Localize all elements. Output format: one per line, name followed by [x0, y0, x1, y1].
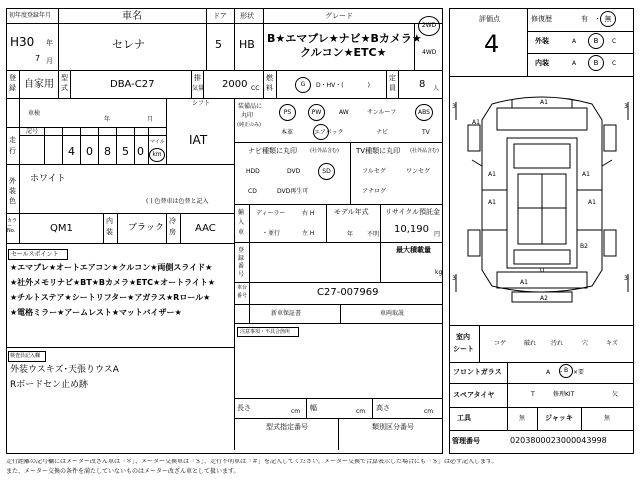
mgmt-value: 0203800023000043998	[510, 436, 607, 445]
max-load-label: 最大積載量	[396, 246, 431, 254]
ext-c: C	[612, 38, 617, 45]
mileage-digit: 0	[86, 145, 93, 158]
tools-label: 工具	[457, 414, 471, 422]
diagram-mark: 3	[452, 275, 456, 282]
spare-kit: 修理KIT	[553, 391, 575, 398]
diag-b2: B2	[580, 243, 588, 250]
equip-label-2: 丸印	[241, 112, 254, 119]
usage-value: 自家用	[24, 79, 54, 90]
seat-item: 穴	[582, 340, 589, 347]
ext-a: A	[572, 38, 577, 45]
tools-value: 無	[519, 415, 526, 422]
int-b-circle	[588, 55, 604, 71]
mileage-digit: 5	[122, 145, 129, 158]
color-no-value: QM1	[50, 223, 73, 234]
fuel-label-2: 料	[266, 84, 273, 92]
import-dealer: ディーラー	[256, 210, 286, 217]
seat-item: 破れ	[524, 340, 537, 347]
abs-circle	[415, 104, 433, 121]
grade-label: グレード	[325, 12, 353, 20]
diag-a1: A1	[588, 199, 596, 206]
chassis-value: C27-007969	[317, 287, 379, 298]
import-parallel: ・並行	[262, 230, 281, 237]
cap-label-2: 員	[389, 84, 396, 92]
shift-value: IAT	[189, 133, 208, 147]
tv-title-note: (社外品含む)	[410, 148, 439, 154]
doors-value: 5	[215, 38, 222, 51]
equip-leather: 本革	[281, 129, 294, 136]
glass-b: B	[563, 367, 569, 374]
diag-a1: A1	[488, 171, 496, 178]
equip-ps: PS	[283, 108, 292, 116]
year-unit: 年	[46, 39, 53, 47]
km-circle	[149, 148, 165, 162]
ac-value: AAC	[195, 223, 216, 234]
repair-yes: 有	[581, 15, 588, 23]
diag-a1: A1	[582, 171, 590, 178]
color-value: ホワイト	[30, 174, 66, 184]
warranty-manual: 車両取説	[380, 310, 405, 317]
glass-dot: ・	[558, 369, 565, 376]
chassis-label-2: 番号	[237, 293, 248, 299]
fuel-g: G	[300, 81, 306, 88]
inspector-line: Rボードセン止め跡	[10, 380, 88, 390]
diag-u: U	[540, 267, 545, 274]
model-year-label: モデル年式	[334, 208, 369, 216]
reg-no-label-3: 番	[238, 263, 245, 270]
color-change-note: ( ) 色替車は色替と記入	[146, 198, 209, 205]
inspector-line: 外装ウスキズ･天張りウスA	[10, 365, 119, 375]
person-unit: 人	[433, 85, 440, 92]
recycle-value: 10,190	[394, 224, 429, 235]
int-c: C	[612, 60, 617, 67]
mgmt-label: 管理番号	[452, 437, 480, 445]
navi-cd: CD	[248, 188, 257, 195]
reg-no-label-1: 登	[238, 247, 245, 254]
inspection-month: 月	[147, 116, 154, 123]
repair-label: 修復歴	[531, 15, 552, 23]
reg-month: 7	[35, 54, 41, 63]
reg-no-label-2: 録	[238, 255, 245, 262]
seat-item: キズ	[606, 340, 618, 347]
equip-navi: ナビ	[376, 129, 389, 136]
drive-2wd: 2WD	[421, 22, 437, 29]
tv-fullseg: フルセグ	[362, 168, 386, 175]
color-label-1: 外	[9, 177, 16, 185]
ext-b-circle	[588, 33, 604, 49]
dim-length-unit: cm	[291, 408, 301, 415]
seat-label-1: 室内	[456, 333, 470, 341]
import-right: 右 H	[302, 210, 315, 217]
navi-dvd: DVD	[287, 168, 301, 175]
recycle-label: リサイクル預託金	[385, 208, 441, 216]
glass-x: ×要	[573, 369, 585, 376]
mileage-digit: 4	[68, 145, 75, 158]
interior-value: ブラック	[128, 223, 164, 233]
jack-label: ジャッキ	[545, 414, 573, 422]
diag-a1: A1	[540, 99, 548, 106]
grade-score-value: 4	[484, 30, 500, 58]
dim-length-label: 長さ	[237, 404, 251, 412]
mileage-label-2: 行	[9, 147, 16, 155]
model-year-unknown: 不明	[367, 231, 380, 238]
class-no-label: 類別区分番号	[372, 423, 414, 431]
shift-label: シフト	[192, 100, 211, 107]
equip-airbag: エアバック	[314, 129, 344, 136]
footer-line-1: 走行距離の記号欄にはメーター改ざん車は「＊」、メーター交換車は「＄」、走行不明車は「＃」を記入してください。メーター交換で合算表示した場合にも「＄」は必ず記入します。	[6, 459, 498, 465]
mileage-label-1: 走	[9, 136, 16, 144]
type-label-2: 式	[61, 84, 68, 92]
seat-item: コゲ	[494, 340, 507, 347]
interior-label-1: 内	[106, 217, 113, 225]
drive-4wd: 4WD	[422, 49, 437, 56]
int-a: A	[572, 60, 577, 67]
mileage-digit: 8	[104, 145, 111, 158]
seat-item: 汚れ	[551, 340, 564, 347]
fuel-g-circle	[295, 77, 311, 93]
jack-value: 無	[604, 415, 611, 422]
import-label-1: 輸	[238, 209, 245, 216]
displacement-value: 2000	[222, 79, 248, 90]
model-code: DBA-C27	[110, 79, 155, 90]
spare-label: スペアタイヤ	[453, 391, 495, 399]
reg-era: H30	[10, 35, 35, 49]
interior-label-2: 装	[106, 228, 113, 236]
spare-none: 欠	[612, 391, 619, 398]
reg-label-2: 録	[9, 84, 16, 92]
sales-line: ★エマブレ★オートエアコン★クルコン★両側スライド★	[10, 263, 213, 272]
spare-t: T	[531, 391, 535, 398]
reg-label-1: 登	[9, 74, 16, 82]
cap-label-1: 定	[389, 74, 396, 82]
max-load-unit: kg	[435, 269, 443, 276]
diagram-mark: 3	[452, 103, 456, 110]
color-label-2: 装	[9, 187, 16, 195]
month-unit: 月	[46, 57, 53, 65]
disp-label-2: 気量	[192, 85, 205, 92]
model-year-unit: 年	[347, 231, 354, 238]
import-left: 左 H	[302, 230, 315, 237]
equip-sunroof: サンルーフ	[367, 109, 397, 116]
ac-label-1: 冷	[169, 217, 176, 225]
import-label-3: 車	[238, 229, 245, 236]
diag-a1: A1	[520, 279, 528, 286]
diag-a1: A1	[472, 119, 480, 126]
equip-aw: AW	[339, 109, 349, 116]
car-name-label: 車名	[122, 11, 142, 22]
sd-circle	[318, 163, 335, 180]
int-b: B	[593, 58, 599, 67]
ps-circle	[279, 104, 296, 121]
capacity-value: 8	[419, 79, 426, 90]
equip-pw: PW	[311, 108, 322, 116]
reg-date-label: 初年度登録年月	[9, 12, 52, 19]
sales-line: ★社外メモリナビ★BT★Bカメラ★ETC★オートライト★	[10, 278, 216, 287]
grade-line-1: B★エマブレ★ナビ★Bカメラ★	[267, 32, 422, 45]
import-label-2: 入	[238, 219, 245, 226]
navi-title: ナビ種類に丸印	[248, 147, 297, 155]
diagram-mark: 3	[624, 275, 628, 282]
seat-label-2: シート	[453, 345, 474, 353]
dim-height-label: 高さ	[376, 404, 390, 412]
cc-unit: CC	[251, 85, 260, 92]
type-label-1: 型	[61, 74, 68, 82]
reg-no-label-4: 号	[238, 271, 245, 278]
repair-no-circle	[600, 11, 616, 27]
dim-width-label: 幅	[310, 404, 317, 412]
mileage-digit: 0	[137, 145, 144, 158]
grade-line-2: クルコン★ETC★	[300, 46, 387, 59]
exterior-label: 外装	[535, 37, 549, 45]
mileage-note-label: 記号	[26, 128, 39, 135]
shape-value: HB	[239, 38, 255, 51]
inspector-label: 検査員記入欄	[10, 353, 41, 359]
notes-label: 注意事項・不具合箇所	[240, 329, 291, 335]
equip-abs: ABS	[418, 108, 430, 116]
drive-2wd-circle	[418, 16, 440, 36]
tv-oneseg: ワンセグ	[406, 168, 431, 175]
glass-label: フロントガラス	[453, 368, 502, 376]
diag-a1: A1	[488, 199, 496, 206]
dim-width-unit: cm	[356, 408, 366, 415]
car-damage-diagram	[452, 80, 632, 320]
diag-a2: A2	[540, 295, 548, 302]
equip-label-1: 装備品に	[238, 103, 263, 110]
inspection-year: 年	[104, 116, 111, 123]
navi-title-note: (社外品含む)	[310, 148, 339, 154]
grade-score-label: 評価点	[479, 15, 500, 23]
diagram-mark: 3	[624, 103, 628, 110]
tv-analog: アナログ	[362, 188, 387, 195]
color-no-label: カラー No.	[7, 218, 18, 234]
mile-unit: マイル	[150, 139, 165, 145]
warranty-new: 新車保証書	[271, 310, 302, 317]
tv-title: TV種類に丸印	[356, 147, 401, 155]
km-unit: km	[152, 151, 162, 158]
footer-line-2: また、メーター交換の条件を満たしていないものはメーター改ざん車として扱います。	[6, 468, 240, 475]
door-label: ドア	[213, 12, 227, 20]
glass-a: A	[546, 369, 551, 376]
navi-dvd-play: DVD再生可	[277, 188, 309, 195]
navi-sd: SD	[322, 167, 331, 175]
repair-no: 無	[604, 14, 612, 23]
pw-circle	[308, 104, 325, 121]
recycle-unit: 円	[434, 231, 441, 238]
disp-label-1: 排	[194, 74, 201, 82]
repair-dot: ・	[594, 15, 601, 23]
dim-height-unit: cm	[424, 408, 434, 415]
navi-hdd: HDD	[246, 168, 260, 175]
fuel-label-1: 燃	[266, 74, 273, 82]
type-no-label: 型式指定番号	[266, 423, 308, 431]
shape-label: 形状	[240, 12, 254, 20]
sales-line: ★電格ミラー★アームレスト★マットバイザー★	[10, 308, 182, 317]
color-label-3: 色	[9, 197, 16, 205]
fuel-other: D・HV・( )	[316, 82, 370, 89]
ext-b: B	[593, 36, 599, 45]
equip-tv: TV	[422, 129, 430, 136]
glass-b-circle	[559, 364, 573, 378]
inspection-label: 車検	[28, 110, 41, 117]
sales-label: セールスポイント	[11, 251, 59, 258]
sales-line: ★チルトステア★シートリフター★アガラス★Rロール★	[10, 293, 211, 302]
ac-label-2: 房	[169, 228, 176, 236]
car-name-value: セレナ	[112, 38, 145, 51]
chassis-label-1: 車台	[237, 285, 248, 291]
equip-label-3: (純正のみ)	[237, 122, 261, 128]
interior-grade-label: 内装	[535, 59, 549, 67]
